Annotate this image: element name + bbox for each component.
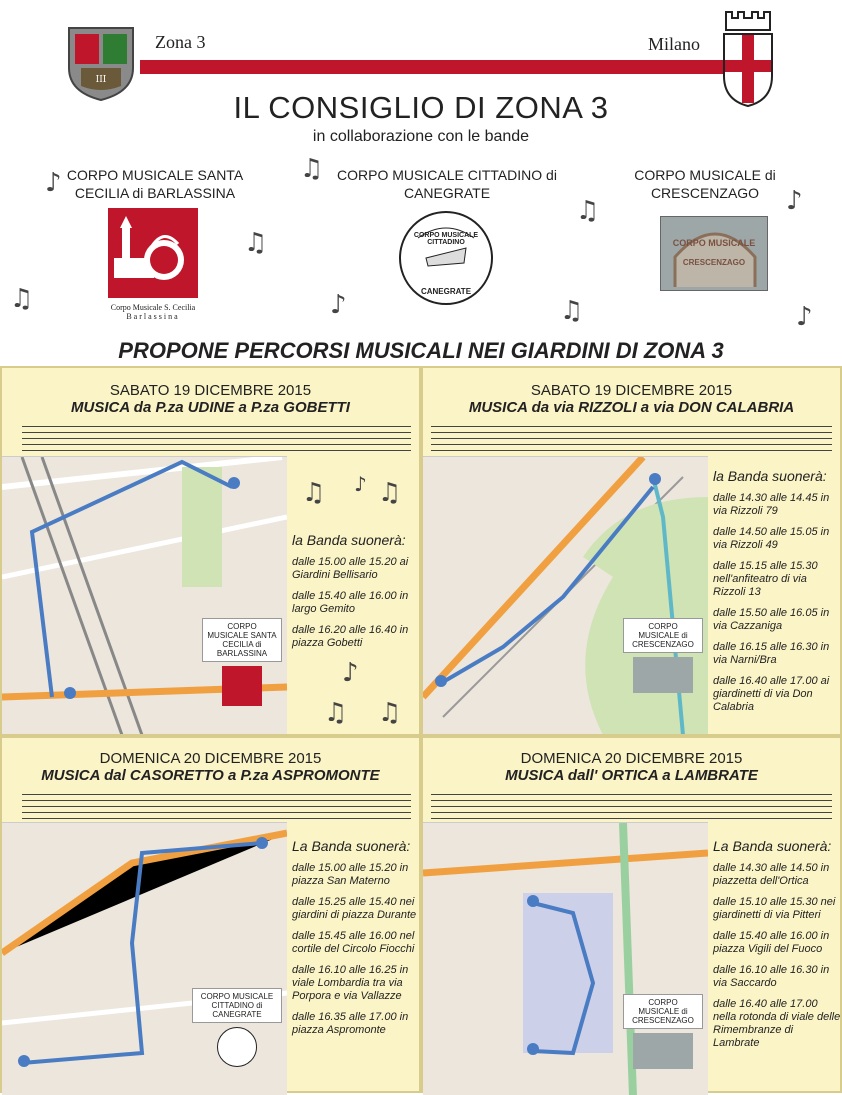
map-pin-icon — [64, 687, 76, 699]
schedule-item: dalle 15.10 alle 15.30 nei giardinetti di via Pitteri — [713, 896, 836, 921]
panel-logo-label: CORPO MUSICALE di CRESCENZAGO — [623, 994, 703, 1029]
map-pin-icon — [435, 675, 447, 687]
city-label: Milano — [648, 34, 700, 54]
schedule-item: dalle 14.30 alle 14.50 in piazzetta dell'Ortica — [713, 862, 830, 887]
panel-date: SABATO 19 DICEMBRE 2015 — [530, 382, 733, 399]
schedule-item: dalle 16.40 alle 17.00 ai giardinetti di via Don Calabria — [713, 675, 830, 713]
map-band-logo — [623, 994, 703, 1064]
panel-date: DOMENICA 20 DICEMBRE 2015 — [99, 750, 322, 767]
panel-3 — [0, 736, 421, 1093]
music-staff — [22, 794, 411, 820]
schedule-item: dalle 15.40 alle 16.00 in largo Gemito — [292, 590, 409, 615]
music-note-icon: ♫ — [300, 154, 324, 184]
schedule-heading: la Banda suonerà: — [292, 532, 406, 548]
schedule-item: dalle 15.50 alle 16.05 in via Cazzaniga — [713, 607, 830, 632]
page-title: IL CONSIGLIO DI ZONA 3 — [233, 90, 609, 125]
crescenzago-logo — [660, 216, 768, 291]
music-note-icon: ♪ — [796, 302, 813, 332]
crescenzago-logo-text: CORPO MUSICALE — [672, 238, 756, 248]
schedule-item: dalle 16.20 alle 16.40 in piazza Gobetti — [292, 624, 409, 649]
music-note-icon: ♫ — [560, 296, 584, 326]
music-note-icon: ♫ — [244, 228, 268, 258]
schedule-item: dalle 15.40 alle 16.00 in piazza Vigili del Fuoco — [713, 930, 830, 955]
schedule-item: dalle 15.45 alle 16.00 nel cortile del Circolo Fiocchi — [292, 930, 415, 955]
map-pin-icon — [649, 473, 661, 485]
canegrate-logo-text: CORPO MUSICALE CITTADINO — [413, 232, 479, 246]
canegrate-logo-bottom: CANEGRATE — [420, 287, 472, 296]
svg-text:III: III — [95, 75, 107, 85]
panel-title: MUSICA da P.za UDINE a P.za GOBETTI — [71, 399, 350, 416]
panel-title: MUSICA dal CASORETTO a P.za ASPROMONTE — [41, 767, 380, 784]
schedule-item: dalle 14.50 alle 15.05 in via Rizzoli 49 — [713, 526, 830, 551]
map-band-logo — [623, 618, 703, 688]
schedule-item: dalle 15.15 alle 15.30 nell'anfiteatro di via Rizzoli 13 — [713, 560, 818, 598]
schedule-item: dalle 16.10 alle 16.25 in viale Lombardia tra via Porpora e via Vallazze — [292, 964, 409, 1002]
map-pin-icon — [527, 1043, 539, 1055]
band-name-canegrate: CORPO MUSICALE CITTADINO di CANEGRATE — [337, 167, 557, 201]
band-name-crescenzago: CORPO MUSICALE di CRESCENZAGO — [634, 167, 776, 201]
panel-date: SABATO 19 DICEMBRE 2015 — [109, 382, 312, 399]
schedule-item: dalle 14.30 alle 14.45 in via Rizzoli 79 — [713, 492, 830, 517]
music-staff — [431, 426, 832, 452]
page-subtitle: in collaborazione con le bande — [312, 128, 530, 145]
schedule — [292, 838, 420, 1045]
music-note-icon: ♫ — [10, 284, 34, 314]
schedule-heading: La Banda suonerà: — [292, 838, 411, 854]
schedule-item: dalle 16.15 alle 16.30 in via Narni/Bra — [713, 641, 830, 666]
zone-label: Zona 3 — [155, 32, 206, 52]
music-note-icon: ♫ — [378, 478, 402, 508]
band-name-barlassina: CORPO MUSICALE SANTA CECILIA di BARLASSINA — [66, 167, 244, 201]
music-note-icon: ♫ — [302, 478, 326, 508]
panel-2 — [421, 366, 842, 736]
schedule-item: dalle 16.10 alle 16.30 in via Saccardo — [713, 964, 830, 989]
schedule-item: dalle 15.00 alle 15.20 ai Giardini Bellisario — [292, 556, 409, 581]
panel-1 — [0, 366, 421, 736]
panel-date: DOMENICA 20 DICEMBRE 2015 — [520, 750, 743, 767]
music-staff — [22, 426, 411, 452]
propone-heading: PROPONE PERCORSI MUSICALI NEI GIARDINI DI ZONA 3 — [118, 338, 724, 363]
barlassina-caption-2: Barlassina — [126, 312, 180, 321]
panel-title: MUSICA da via RIZZOLI a via DON CALABRIA — [468, 399, 795, 416]
map-band-logo — [192, 988, 282, 1078]
music-note-icon: ♪ — [45, 168, 62, 198]
music-note-icon: ♪ — [786, 186, 803, 216]
map-pin-icon — [256, 837, 268, 849]
schedule-item: dalle 16.40 alle 17.00 nella rotonda di viale delle Rimembranze di Lambrate — [713, 998, 841, 1049]
header-red-bar — [140, 60, 730, 74]
panel-logo-label: CORPO MUSICALE SANTA CECILIA di BARLASSINA — [202, 618, 282, 662]
schedule-item: dalle 15.00 alle 15.20 in piazza San Materno — [292, 862, 409, 887]
panel-4 — [421, 736, 842, 1093]
barlassina-caption-1: Corpo Musicale S. Cecilia — [110, 303, 196, 312]
music-note-icon: ♪ — [330, 290, 347, 320]
panel-title: MUSICA dall' ORTICA a LAMBRATE — [505, 767, 758, 784]
crescenzago-logo-bottom: CRESCENZAGO — [682, 258, 746, 267]
music-note-icon: ♫ — [576, 196, 600, 226]
panel-logo-label: CORPO MUSICALE CITTADINO di CANEGRATE — [192, 988, 282, 1023]
music-note-icon: ♫ — [324, 698, 348, 728]
schedule-item: dalle 15.25 alle 15.40 nei giardini di piazza Durante — [292, 896, 417, 921]
map-pin-icon — [527, 895, 539, 907]
music-note-icon: ♪ — [354, 472, 367, 496]
schedule-heading: la Banda suonerà: — [713, 468, 827, 484]
schedule — [713, 838, 841, 1058]
schedule-item: dalle 16.35 alle 17.00 in piazza Aspromonte — [292, 1011, 409, 1036]
schedule — [713, 468, 838, 722]
map-pin-icon — [18, 1055, 30, 1067]
panel-logo-label: CORPO MUSICALE di CRESCENZAGO — [623, 618, 703, 653]
music-note-icon: ♪ — [342, 658, 359, 688]
schedule-heading: La Banda suonerà: — [713, 838, 832, 854]
music-staff — [431, 794, 832, 820]
barlassina-logo — [108, 208, 198, 328]
map-pin-icon — [228, 477, 240, 489]
music-note-icon: ♫ — [378, 698, 402, 728]
map-band-logo — [202, 618, 282, 708]
schedule — [292, 532, 417, 658]
